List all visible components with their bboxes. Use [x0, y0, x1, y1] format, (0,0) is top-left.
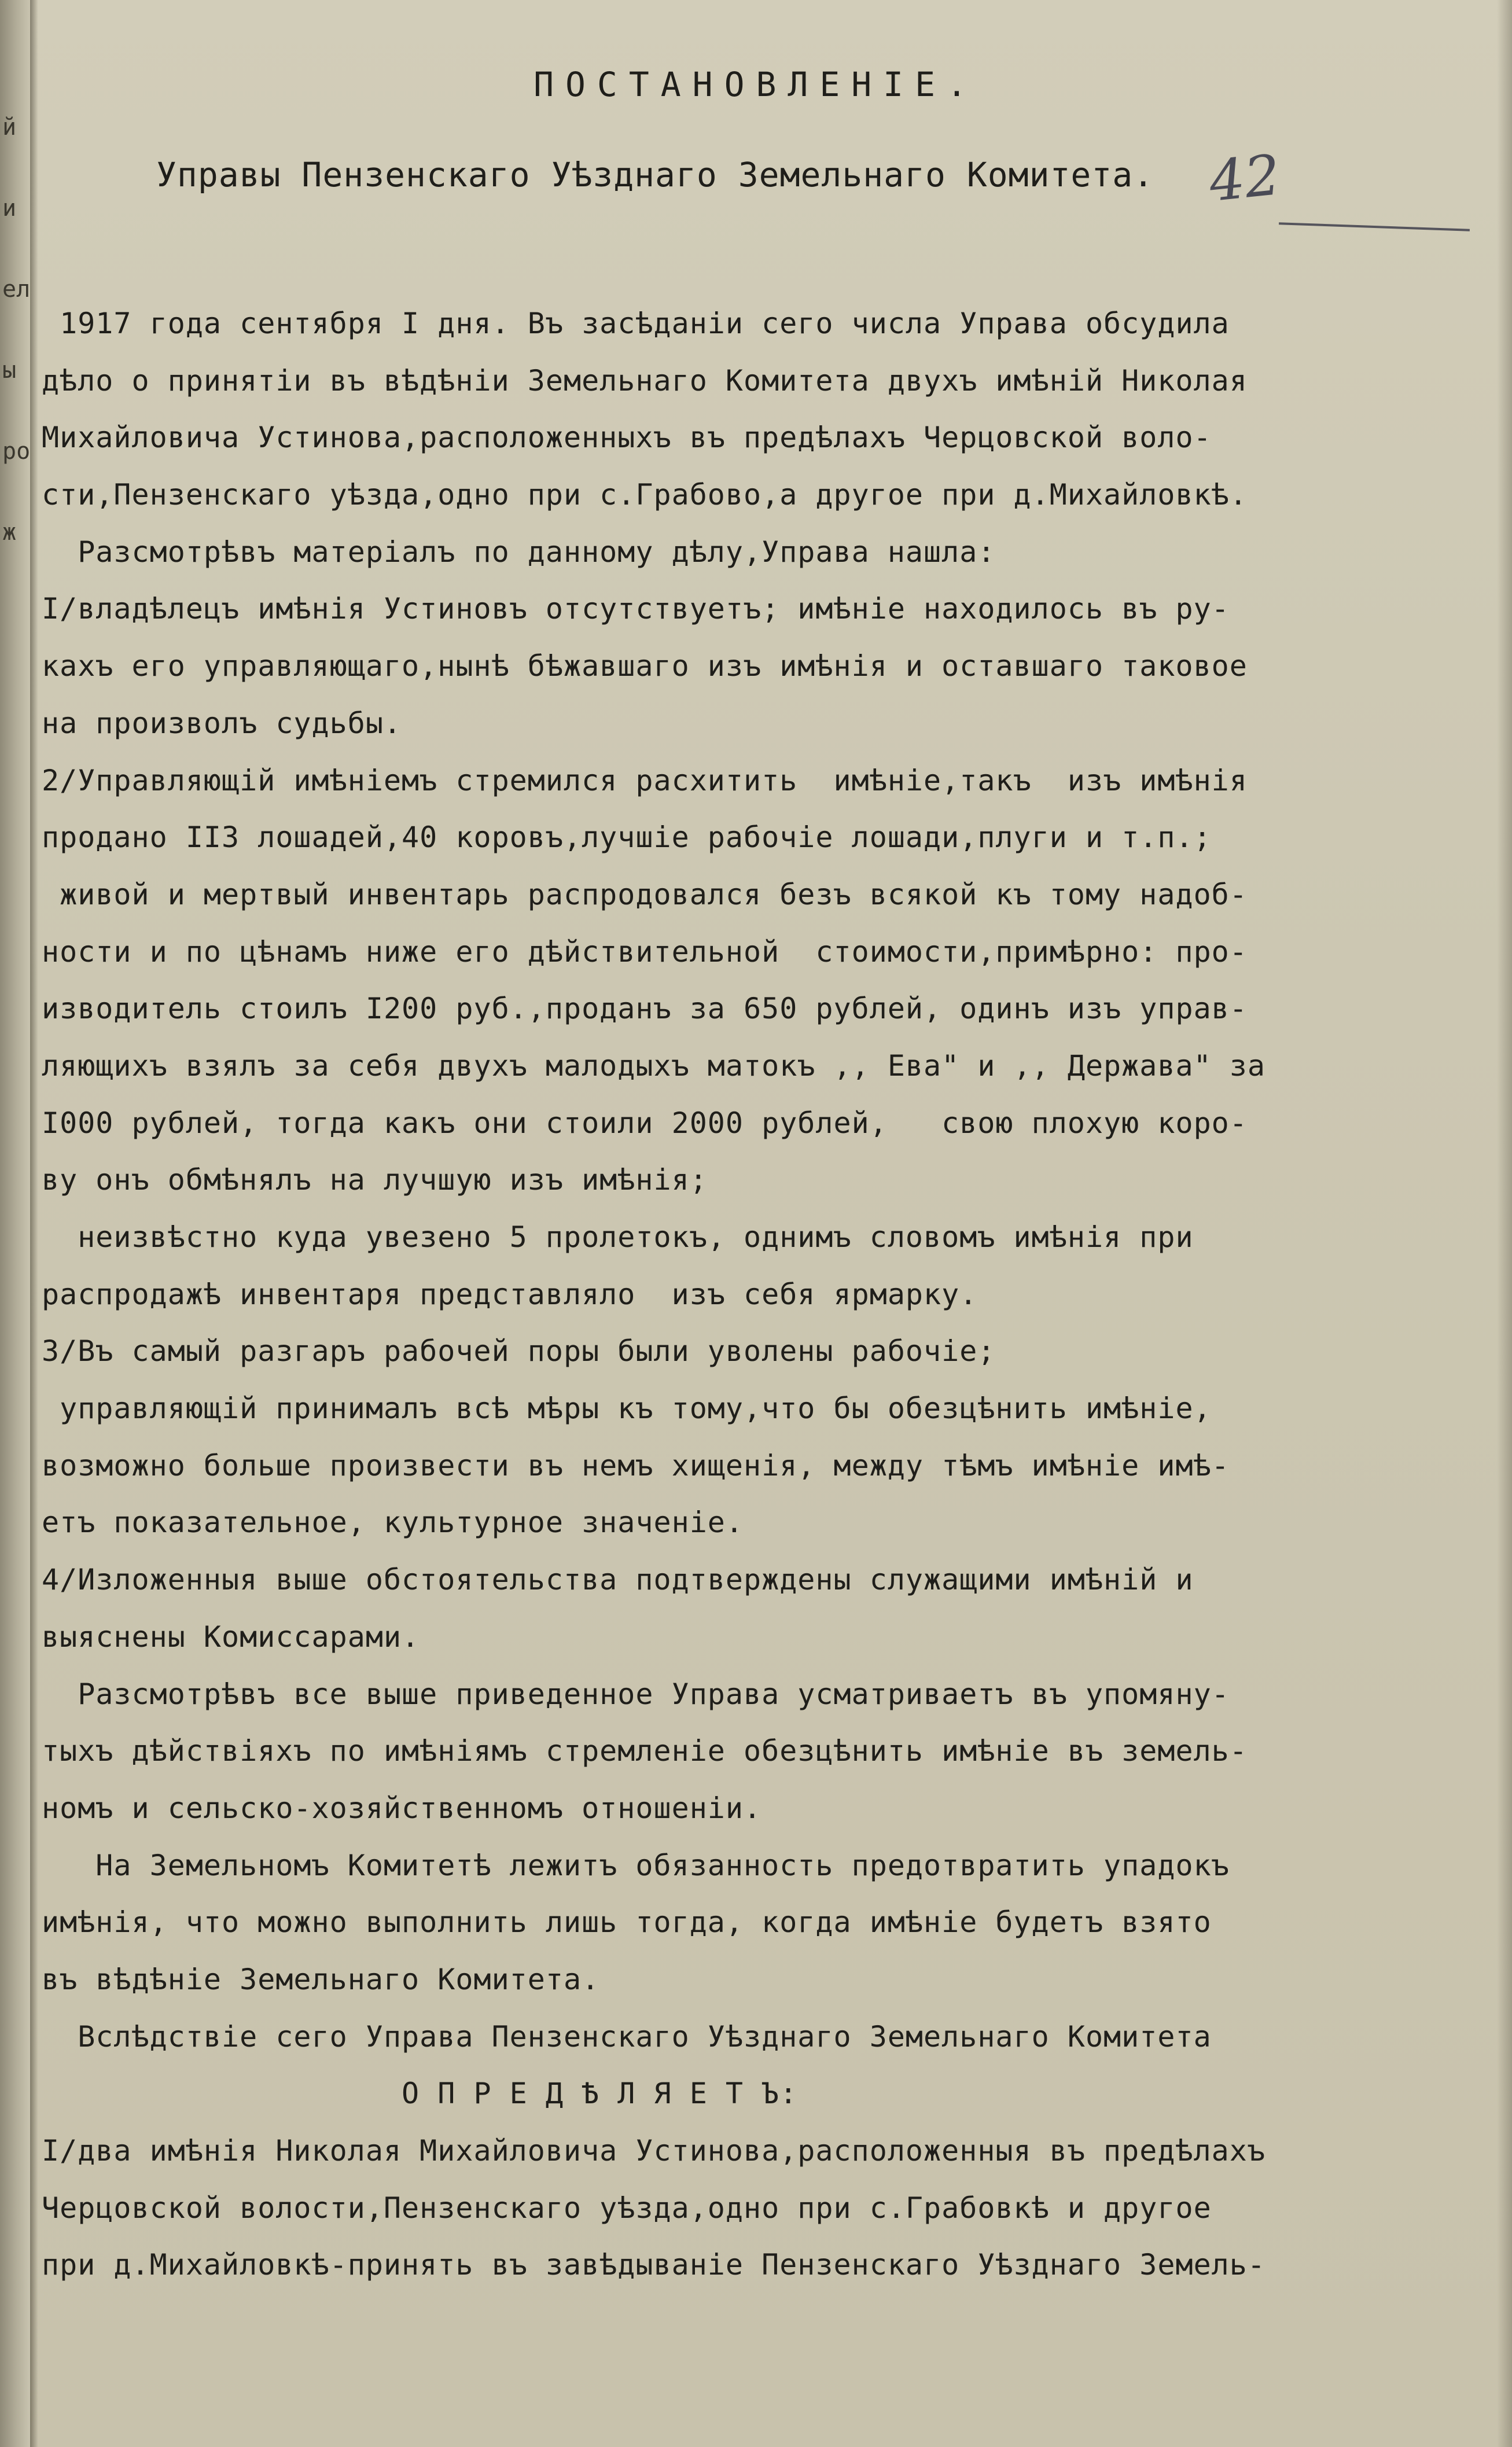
text-line: Михайловича Устинова,расположенныхъ въ предѣлахъ Черцовской воло-: [42, 421, 1212, 455]
text-line: выяснены Комиссарами.: [42, 1620, 420, 1654]
text-line: неизвѣстно куда увезено 5 пролетокъ, однимъ словомъ имѣнiя при: [42, 1220, 1194, 1254]
text-line: I/два имѣнiя Николая Михайловича Устинова,расположенныя въ предѣлахъ: [42, 2134, 1265, 2168]
text-line: продано II3 лошадей,40 коровъ,лучшiе рабочiе лошади,плуги и т.п.;: [42, 820, 1212, 855]
text-line: живой и мертвый инвентарь распродовался безъ всякой къ тому надоб-: [42, 877, 1248, 911]
text-line: управляющiй принималъ всѣ мѣры къ тому,что бы обезцѣнить имѣнiе,: [42, 1392, 1212, 1426]
text-line: Черцовской волости,Пензенскаго уѣзда,одно при с.Грабовкѣ и другое: [42, 2191, 1212, 2225]
text-line: ву онъ обмѣнялъ на лучшую изъ имѣнiя;: [42, 1163, 708, 1197]
text-line: ности и по цѣнамъ ниже его дѣйствительной стоимости,примѣрно: про-: [42, 934, 1248, 969]
text-line: изводитель стоилъ I200 руб.,проданъ за 650 рублей, одинъ изъ управ-: [42, 992, 1248, 1026]
text-line: сти,Пензенскаго уѣзда,одно при с.Грабово,а другое при д.Михайловкѣ.: [42, 478, 1248, 512]
margin-fragment: и: [2, 195, 17, 222]
text-line: тыхъ дѣйствiяхъ по имѣнiямъ стремленiе обезцѣнить имѣнiе въ земель-: [42, 1734, 1248, 1768]
document-title: ПОСТАНОВЛЕНIЕ.: [534, 65, 978, 104]
handwritten-underline: [1279, 222, 1470, 231]
text-line: 3/Въ самый разгаръ рабочей поры были уволены рабочiе;: [42, 1334, 996, 1368]
text-line: имѣнiя, что можно выполнить лишь тогда, когда имѣнiе будетъ взято: [42, 1905, 1212, 1940]
text-line: на произволъ судьбы.: [42, 706, 402, 740]
text-line: распродажѣ инвентаря представляло изъ себя ярмарку.: [42, 1277, 978, 1311]
text-line: О П Р Е Д Ѣ Л Я Е Т Ъ:: [42, 2077, 798, 2111]
text-line: ляющихъ взялъ за себя двухъ малодыхъ матокъ ,, Ева" и ,, Держава" за: [42, 1048, 1265, 1083]
handwritten-number: 42: [1206, 142, 1283, 215]
margin-fragment: ел: [2, 276, 31, 303]
text-line: въ вѣдѣнiе Земельнаго Комитета.: [42, 1962, 600, 1996]
binding-shadow: [30, 0, 38, 2447]
text-line: Вслѣдствiе сего Управа Пензенскаго Уѣзднаго Земельнаго Комитета: [42, 2019, 1212, 2054]
text-line: етъ показательное, культурное значенiе.: [42, 1506, 744, 1540]
text-line: при д.Михайловкѣ-принять въ завѣдыванiе Пензенскаго Уѣзднаго Земель-: [42, 2248, 1265, 2282]
text-line: На Земельномъ Комитетѣ лежитъ обязанность предотвратить упадокъ: [42, 1848, 1230, 1882]
text-line: номъ и сельско-хозяйственномъ отношенiи.: [42, 1791, 762, 1825]
document-subtitle: Управы Пензенскаго Уѣзднаго Земельнаго Комитета.: [156, 155, 1154, 194]
text-line: возможно больше произвести въ немъ хищенiя, между тѣмъ имѣнiе имѣ-: [42, 1448, 1230, 1482]
margin-fragment: ж: [2, 519, 17, 546]
text-line: I/владѣлецъ имѣнiя Устиновъ отсутствуетъ; имѣнiе находилось въ ру-: [42, 592, 1230, 626]
text-line: Разсмотрѣвъ все выше приведенное Управа усматриваетъ въ упомяну-: [42, 1677, 1230, 1711]
margin-fragments: [2, 87, 31, 573]
margin-fragment: ы: [2, 357, 17, 384]
text-line: 2/Управляющiй имѣнiемъ стремился расхитить имѣнiе,такъ изъ имѣнiя: [42, 763, 1248, 797]
margin-fragment: й: [2, 114, 17, 141]
text-line: 1917 года сентября I дня. Въ засѣданiи сего числа Управа обсудила: [42, 307, 1230, 340]
margin-fragment: ро: [2, 438, 31, 465]
document-body: [42, 295, 1506, 2294]
text-line: дѣло о принятiи въ вѣдѣнiи Земельнаго Комитета двухъ имѣнiй Николая: [42, 363, 1248, 398]
text-line: I000 рублей, тогда какъ они стоили 2000 рублей, свою плохую коро-: [42, 1106, 1248, 1140]
text-line: кахъ его управляющаго,нынѣ бѣжавшаго изъ имѣнiя и оставшаго таковое: [42, 649, 1248, 683]
text-line: 4/Изложенныя выше обстоятельства подтверждены служащими имѣнiй и: [42, 1563, 1194, 1597]
text-line: Разсмотрѣвъ матерiалъ по данному дѣлу,Управа нашла:: [42, 535, 996, 569]
